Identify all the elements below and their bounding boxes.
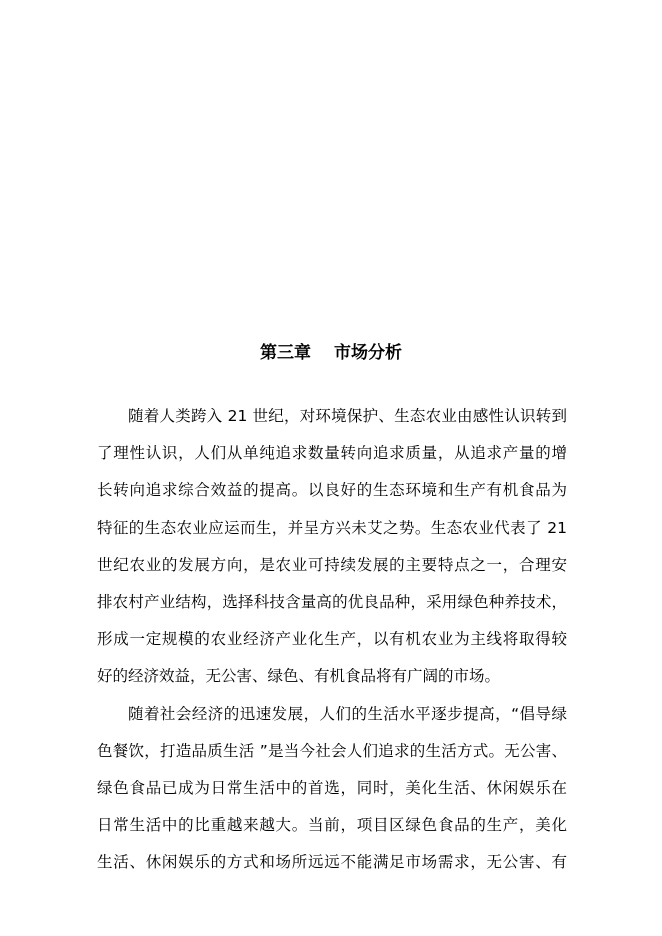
paragraph-line: 生活、休闲娱乐的方式和场所远远不能满足市场需求，无公害、有 (97, 853, 567, 872)
paragraph-line: 随着社会经济的迅速发展，人们的生活水平逐步提高，“倡导绿 (128, 704, 567, 723)
paragraph-line: 了理性认识，人们从单纯追求数量转向追求质量，从追求产量的增 (97, 444, 567, 463)
paragraph-line: 随着人类跨入 21 世纪，对环境保护、生态农业由感性认识转到 (128, 407, 567, 425)
paragraph-line: 世纪农业的发展方向，是农业可持续发展的主要特点之一，合理安 (97, 555, 567, 574)
body-text (97, 398, 567, 881)
paragraph-line: 色餐饮，打造品质生活 ”是当今社会人们追求的生活方式。无公害、 (97, 741, 567, 760)
paragraph-line: 排农村产业结构，选择科技含量高的优良品种，采用绿色种养技术， (97, 592, 567, 611)
paragraph-line: 长转向追求综合效益的提高。以良好的生态环境和生产有机食品为 (97, 481, 567, 500)
paragraph-line: 绿色食品已成为日常生活中的首选，同时，美化生活、休闲娱乐在 (97, 778, 567, 797)
chapter-title: 第三章 市场分析 (260, 343, 402, 363)
paragraph-line: 好的经济效益，无公害、绿色、有机食品将有广阔的市场。 (97, 667, 501, 686)
paragraph-1 (97, 398, 567, 696)
paragraph-2 (97, 696, 567, 882)
paragraph-line: 日常生活中的比重越来越大。当前，项目区绿色食品的生产，美化 (97, 816, 567, 835)
paragraph-line: 形成一定规模的农业经济产业化生产，以有机农业为主线将取得较 (97, 630, 567, 649)
paragraph-line: 特征的生态农业应运而生，并呈方兴未艾之势。生态农业代表了 21 (97, 518, 567, 537)
